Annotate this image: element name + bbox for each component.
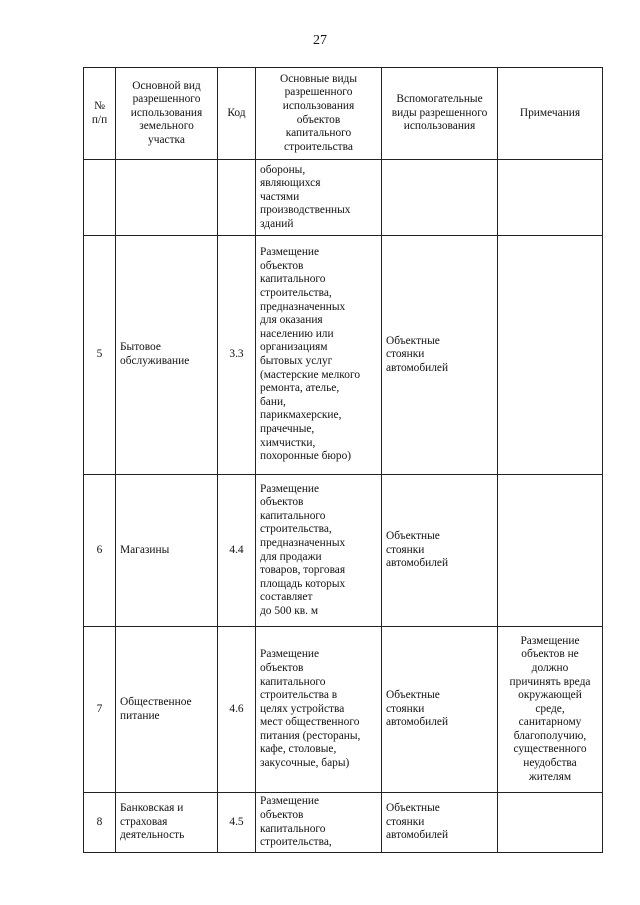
text-line: п/п bbox=[91, 113, 108, 126]
text-line: виды разрешенного bbox=[391, 106, 488, 119]
row-main-use-cell bbox=[256, 160, 382, 236]
row-notes-cell bbox=[498, 160, 603, 236]
row-main-use-cell bbox=[256, 627, 382, 793]
text-line: бани, bbox=[260, 395, 286, 408]
text-line: Размещение bbox=[260, 795, 320, 808]
row-land-use-cell bbox=[116, 627, 218, 793]
text-line: зданий bbox=[260, 217, 294, 230]
table-row bbox=[84, 160, 603, 236]
row-auxiliary-use-cell bbox=[382, 475, 498, 627]
text-line: страховая bbox=[120, 815, 168, 828]
text-line: разрешенного bbox=[284, 86, 353, 99]
text-line: Примечания bbox=[519, 106, 581, 119]
text-line: ремонта, ателье, bbox=[260, 382, 340, 395]
row-land-use-cell bbox=[116, 793, 218, 853]
text-line: бытовых услуг bbox=[260, 355, 333, 367]
table-row bbox=[84, 475, 603, 627]
text-line: парикмахерские, bbox=[260, 409, 342, 422]
text-line: целях устройства bbox=[260, 702, 345, 715]
text-line: использования bbox=[403, 120, 476, 133]
row-number-cell: 6 bbox=[84, 475, 116, 627]
text-line: благополучию, bbox=[513, 729, 587, 742]
text-line: обслуживание bbox=[120, 355, 190, 367]
text-line: строительства, bbox=[260, 523, 332, 536]
text-line: товаров, торговая bbox=[260, 564, 346, 577]
page-number: 27 bbox=[313, 33, 327, 48]
text-line: кафе, столовые, bbox=[260, 743, 337, 756]
text-line: строительства в bbox=[260, 689, 338, 702]
row-land-use-cell bbox=[116, 236, 218, 475]
header-code bbox=[218, 68, 256, 160]
text-line: стоянки bbox=[386, 543, 425, 556]
row-code-cell: 3.3 bbox=[218, 236, 256, 475]
row-auxiliary-use-cell bbox=[382, 160, 498, 236]
row-code-cell: 4.6 bbox=[218, 627, 256, 793]
text-line: Код bbox=[227, 106, 246, 119]
text-line: Основные виды bbox=[279, 72, 358, 85]
text-line: прачечные, bbox=[260, 422, 315, 435]
text-line: капитального bbox=[260, 273, 326, 286]
text-line: № bbox=[94, 99, 105, 112]
text-line: существенного bbox=[513, 743, 587, 756]
header-notes bbox=[498, 68, 603, 160]
text-line: среде, bbox=[535, 702, 565, 715]
text-line: предназначенных bbox=[260, 536, 346, 549]
text-line: санитарному bbox=[518, 716, 582, 729]
row-code-cell: 4.4 bbox=[218, 475, 256, 627]
table-header-row bbox=[84, 68, 603, 160]
text-line: участка bbox=[148, 133, 185, 146]
text-line: Объектные bbox=[386, 530, 440, 543]
text-line: предназначенных bbox=[260, 300, 346, 313]
text-line: химчистки, bbox=[260, 436, 316, 449]
text-line: должно bbox=[531, 661, 569, 674]
text-line: Размещение bbox=[260, 246, 320, 259]
header-auxiliary-use bbox=[382, 68, 498, 160]
text-line: капитального bbox=[260, 822, 326, 835]
text-line: Объектные bbox=[386, 689, 440, 702]
text-line: частями bbox=[260, 190, 300, 203]
text-line: использования bbox=[130, 106, 203, 119]
row-main-use-cell bbox=[256, 793, 382, 853]
zoning-table bbox=[83, 67, 603, 853]
text-line: Магазины bbox=[120, 543, 170, 556]
text-line: автомобилей bbox=[386, 716, 449, 729]
row-code-cell: 4.5 bbox=[218, 793, 256, 853]
row-number-cell: 5 bbox=[84, 236, 116, 475]
text-line: разрешенного bbox=[132, 93, 201, 106]
text-line: Размещение bbox=[520, 634, 580, 647]
text-line: организациям bbox=[260, 341, 328, 354]
text-line: окружающей bbox=[518, 689, 582, 702]
row-code-cell bbox=[218, 160, 256, 236]
row-land-use-cell bbox=[116, 475, 218, 627]
row-number-cell: 7 bbox=[84, 627, 116, 793]
row-number-cell bbox=[84, 160, 116, 236]
text-line: деятельность bbox=[120, 829, 185, 842]
text-line: объектов bbox=[260, 259, 304, 272]
header-main-land-use bbox=[116, 68, 218, 160]
text-line: Банковская и bbox=[120, 802, 184, 815]
text-line: жителям bbox=[528, 770, 572, 783]
text-line: причинять вреда bbox=[509, 675, 591, 688]
row-number-cell: 8 bbox=[84, 793, 116, 853]
table-row bbox=[84, 793, 603, 853]
text-line: Бытовое bbox=[120, 341, 161, 354]
row-notes-cell bbox=[498, 236, 603, 475]
text-line: обороны, bbox=[260, 163, 306, 176]
text-line: строительства bbox=[284, 140, 353, 153]
row-main-use-cell bbox=[256, 475, 382, 627]
text-line: объектов bbox=[296, 113, 341, 126]
text-line: капитального bbox=[260, 675, 326, 688]
text-line: до 500 кв. м bbox=[260, 604, 319, 617]
text-line: строительства, bbox=[260, 836, 332, 849]
text-line: для продажи bbox=[260, 550, 322, 563]
text-line: Общественное bbox=[120, 695, 192, 708]
text-line: являющихся bbox=[260, 177, 321, 190]
row-main-use-cell bbox=[256, 236, 382, 475]
text-line: похоронные бюро) bbox=[260, 450, 352, 463]
text-line: для оказания bbox=[260, 314, 323, 327]
table-row bbox=[84, 236, 603, 475]
text-line: питания (рестораны, bbox=[260, 729, 361, 742]
text-line: неудобства bbox=[523, 757, 577, 770]
header-number bbox=[84, 68, 116, 160]
text-line: стоянки bbox=[386, 348, 425, 361]
text-line: автомобилей bbox=[386, 361, 449, 374]
text-line: объектов bbox=[260, 808, 304, 821]
text-line: мест общественного bbox=[260, 716, 360, 729]
text-line: Основной вид bbox=[132, 79, 201, 92]
text-line: объектов bbox=[260, 496, 304, 509]
text-line: закусочные, бары) bbox=[260, 757, 350, 770]
row-auxiliary-use-cell bbox=[382, 236, 498, 475]
text-line: площадь которых bbox=[260, 577, 346, 590]
row-notes-cell bbox=[498, 627, 603, 793]
text-line: населению или bbox=[260, 327, 334, 340]
table-row bbox=[84, 627, 603, 793]
row-notes-cell bbox=[498, 475, 603, 627]
text-line: капитального bbox=[260, 509, 326, 522]
text-line: объектов bbox=[260, 661, 304, 674]
text-line: строительства, bbox=[260, 287, 332, 300]
text-line: Размещение bbox=[260, 648, 320, 661]
text-line: земельного bbox=[139, 120, 194, 133]
text-line: питание bbox=[120, 709, 160, 722]
text-line: капитального bbox=[285, 127, 352, 140]
text-line: производственных bbox=[260, 204, 351, 217]
text-line: использования bbox=[282, 99, 355, 112]
text-line: автомобилей bbox=[386, 557, 449, 570]
row-auxiliary-use-cell bbox=[382, 793, 498, 853]
text-line: Объектные bbox=[386, 802, 440, 815]
text-line: автомобилей bbox=[386, 829, 449, 842]
text-line: (мастерские мелкого bbox=[260, 368, 361, 381]
text-line: составляет bbox=[260, 591, 313, 604]
text-line: Размещение bbox=[260, 482, 320, 495]
row-notes-cell bbox=[498, 793, 603, 853]
text-line: стоянки bbox=[386, 815, 425, 828]
text-line: стоянки bbox=[386, 702, 425, 715]
row-auxiliary-use-cell bbox=[382, 627, 498, 793]
header-main-building-use bbox=[256, 68, 382, 160]
text-line: объектов не bbox=[521, 648, 579, 661]
row-land-use-cell bbox=[116, 160, 218, 236]
text-line: Объектные bbox=[386, 334, 440, 347]
text-line: Вспомогательные bbox=[396, 93, 483, 106]
